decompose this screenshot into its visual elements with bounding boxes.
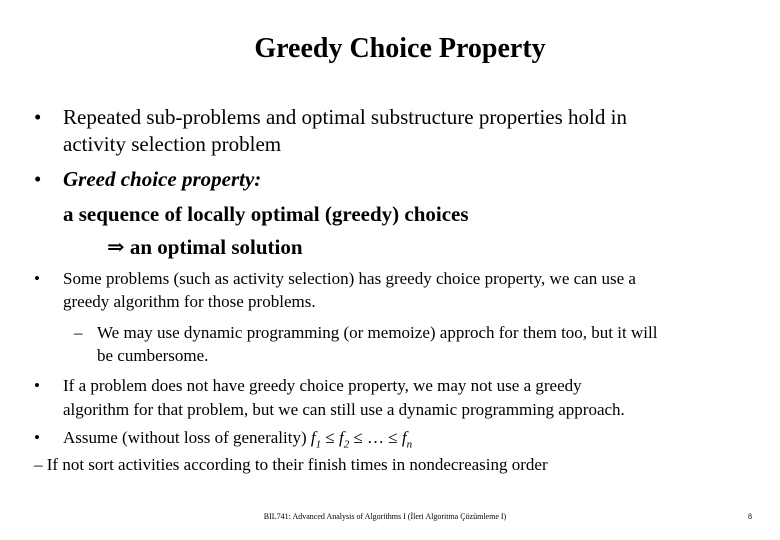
bullet-4-line-2: algorithm for that problem, but we can still use a dynamic programming approach. — [63, 400, 625, 419]
bullet-2-heading: Greed choice property: — [63, 167, 262, 191]
sub-bullet-line-1: We may use dynamic programming (or memoize) approch for them too, but it will — [97, 323, 658, 342]
bullet-marker: • — [34, 167, 42, 191]
bullet-2-subline-1: a sequence of locally optimal (greedy) choices — [63, 202, 469, 226]
bullet-5-formula — [63, 427, 412, 449]
dash-marker: – — [74, 323, 83, 342]
sort-note: – If not sort activities according to their finish times in nondecreasing order — [34, 455, 548, 474]
f1-symbol: f — [310, 428, 316, 447]
bullet-3-line-2: greedy algorithm for those problems. — [63, 292, 316, 311]
leq-symbol-1: ≤ — [321, 428, 339, 447]
formula-text: Assume (without loss of generality) — [63, 428, 311, 447]
bullet-marker: • — [34, 105, 42, 129]
f1-subscript: 1 — [315, 438, 322, 451]
bullet-marker: • — [34, 269, 40, 288]
bullet-2-subline-2: ⇒ an optimal solution — [107, 235, 303, 259]
sub-bullet-line-2: be cumbersome. — [97, 346, 209, 365]
fn-symbol: f — [401, 428, 407, 447]
footer-text: BIL741: Advanced Analysis of Algorithms I (İleri Algoritma Çözümleme I) — [263, 512, 507, 521]
bullet-marker: • — [34, 428, 40, 447]
bullet-1-line-1: Repeated sub-problems and optimal substructure properties hold in — [63, 105, 627, 129]
fn-subscript: n — [406, 438, 413, 451]
f2-symbol: f — [338, 428, 344, 447]
leq-symbol-2: ≤ … ≤ — [349, 428, 402, 447]
f2-subscript: 2 — [343, 438, 350, 451]
slide-title: Greedy Choice Property — [254, 33, 546, 64]
bullet-1-line-2: activity selection problem — [63, 132, 282, 156]
bullet-marker: • — [34, 376, 40, 395]
page-number: 8 — [748, 512, 752, 521]
bullet-3-line-1: Some problems (such as activity selection) has greedy choice property, we can use a — [63, 269, 636, 288]
bullet-4-line-1: If a problem does not have greedy choice property, we may not use a greedy — [63, 376, 582, 395]
